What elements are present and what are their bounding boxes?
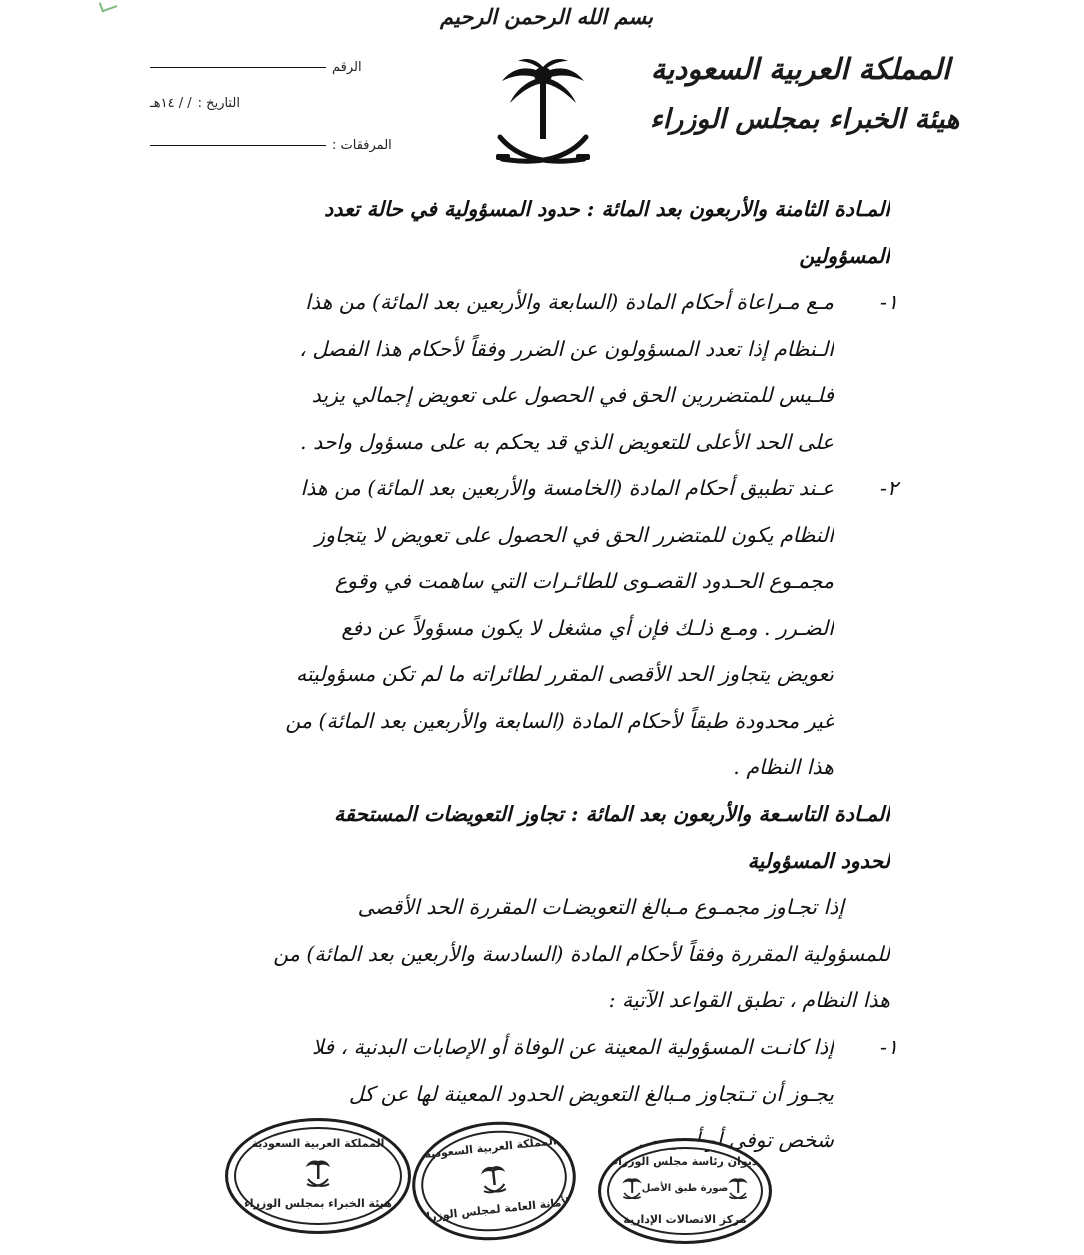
stamp-bottom-text: الأمانة العامة لمجلس الوزراء: [420, 1194, 574, 1224]
official-stamp: [598, 1138, 772, 1244]
date-value: / / ١٤هـ: [150, 96, 192, 111]
attachments-field: [150, 138, 392, 153]
stamp-top-text: المملكة العربية السعودية: [251, 1137, 385, 1150]
basmala: بسم الله الرحمن الرحيم: [440, 4, 653, 29]
text-line: مـع مـراعاة أحكام المادة (السابعة والأربعين بعد المائة) من هذا: [305, 290, 834, 314]
text-line: الضـرر . ومـع ذلـك فإن أي مشغل لا يكون مسؤولاً عن دفع: [341, 615, 834, 640]
text-line: هذا النظام ، تطبق القواعد الآتية :: [608, 988, 890, 1012]
text-line: على الحد الأعلى للتعويض الذي قد يحكم به على مسؤول واحد .: [300, 429, 834, 454]
stamp-bottom-text: هيئة الخبراء بمجلس الوزراء: [244, 1197, 392, 1210]
palm-icon: [727, 1175, 749, 1203]
item-number: ١-: [880, 290, 898, 314]
text-line: إذا تجـاوز مجمـوع مـبالغ التعويضـات المقررة الحد الأقصى: [357, 895, 844, 919]
date-label: التاريخ :: [197, 96, 240, 111]
item-number: ٢-: [880, 476, 898, 500]
official-stamp: [225, 1118, 411, 1234]
text-line: تعويض يتجاوز الحد الأقصى المقرر لطائراته ما لم تكن مسؤوليته: [295, 662, 834, 686]
text-line: إذا كانـت المسؤولية المعينة عن الوفاة أو الإصابات البدنية ، فلا: [311, 1035, 834, 1059]
stamp-middle-text: صورة طبق الأصل: [641, 1183, 729, 1194]
text-line: مجمـوع الحـدود القصـوى للطائـرات التي ساهمت في وقوع: [334, 569, 834, 593]
article-149-heading-line1: المـادة التاسـعة والأربعون بعد المائة : تجاوز التعويضات المستحقة: [333, 802, 890, 826]
corner-mark: [99, 0, 117, 12]
org-name-line1: المملكة العربية السعودية: [650, 52, 950, 86]
palm-icon: [478, 1162, 509, 1199]
article-148: [230, 186, 890, 279]
article-148-item1: [244, 279, 898, 465]
attachments-line: [150, 145, 326, 146]
ref-line: [150, 67, 326, 68]
item-number: ١-: [880, 1035, 898, 1059]
stamp-top-text: المملكة العربية السعودية: [423, 1134, 558, 1162]
article-149-heading-line2: لحدود المسؤولية: [747, 848, 890, 873]
text-line: للمسؤولية المقررة وفقاً لأحكام المادة (السادسة والأربعين بعد المائة) من: [273, 941, 890, 966]
article-149-intro: [230, 884, 890, 1024]
article-148-heading-line1: المـادة الثامنة والأربعون بعد المائة : حدود المسؤولية في حالة تعدد: [324, 197, 890, 221]
article-149: [230, 791, 890, 884]
text-line: غير محدودة طبقاً لأحكام المادة (السابعة والأربعين بعد المائة) من: [285, 708, 834, 733]
palm-icon: [621, 1175, 643, 1203]
article-148-heading-line2: المسؤولين: [799, 243, 890, 268]
text-line: هذا النظام .: [733, 755, 834, 779]
palm-icon: [304, 1157, 332, 1191]
text-line: الـنظام إذا تعدد المسؤولون عن الضرر وفقاً لأحكام هذا الفصل ،: [299, 336, 834, 361]
org-name-line2: هيئة الخبراء بمجلس الوزراء: [650, 104, 960, 135]
emblem-icon: [488, 55, 598, 180]
text-line: شخص توفي أو أصيب .: [637, 1128, 834, 1152]
date-field: [150, 96, 240, 111]
stamp-top-text: ديوان رئاسة مجلس الوزراء: [612, 1155, 758, 1168]
text-line: عـند تطبيق أحكام المادة (الخامسة والأربعين بعد المائة) من هذا: [300, 476, 834, 500]
text-line: فلـيس للمتضررين الحق في الحصول على تعويض إجمالي يزيد: [311, 383, 834, 407]
text-line: النظام يكون للمتضرر الحق في الحصول على تعويض لا يتجاوز: [315, 522, 834, 547]
ref-number-field: [150, 60, 362, 75]
article-148-item2: [244, 465, 898, 791]
attachments-label: المرفقات :: [332, 138, 392, 153]
text-line: يجـوز أن تـتجاوز مـبالغ التعويض الحدود المعينة لها عن كل: [348, 1081, 834, 1106]
stamp-bottom-text: مركز الاتصالات الإدارية: [623, 1213, 747, 1226]
ref-label: الرقم: [332, 60, 362, 75]
